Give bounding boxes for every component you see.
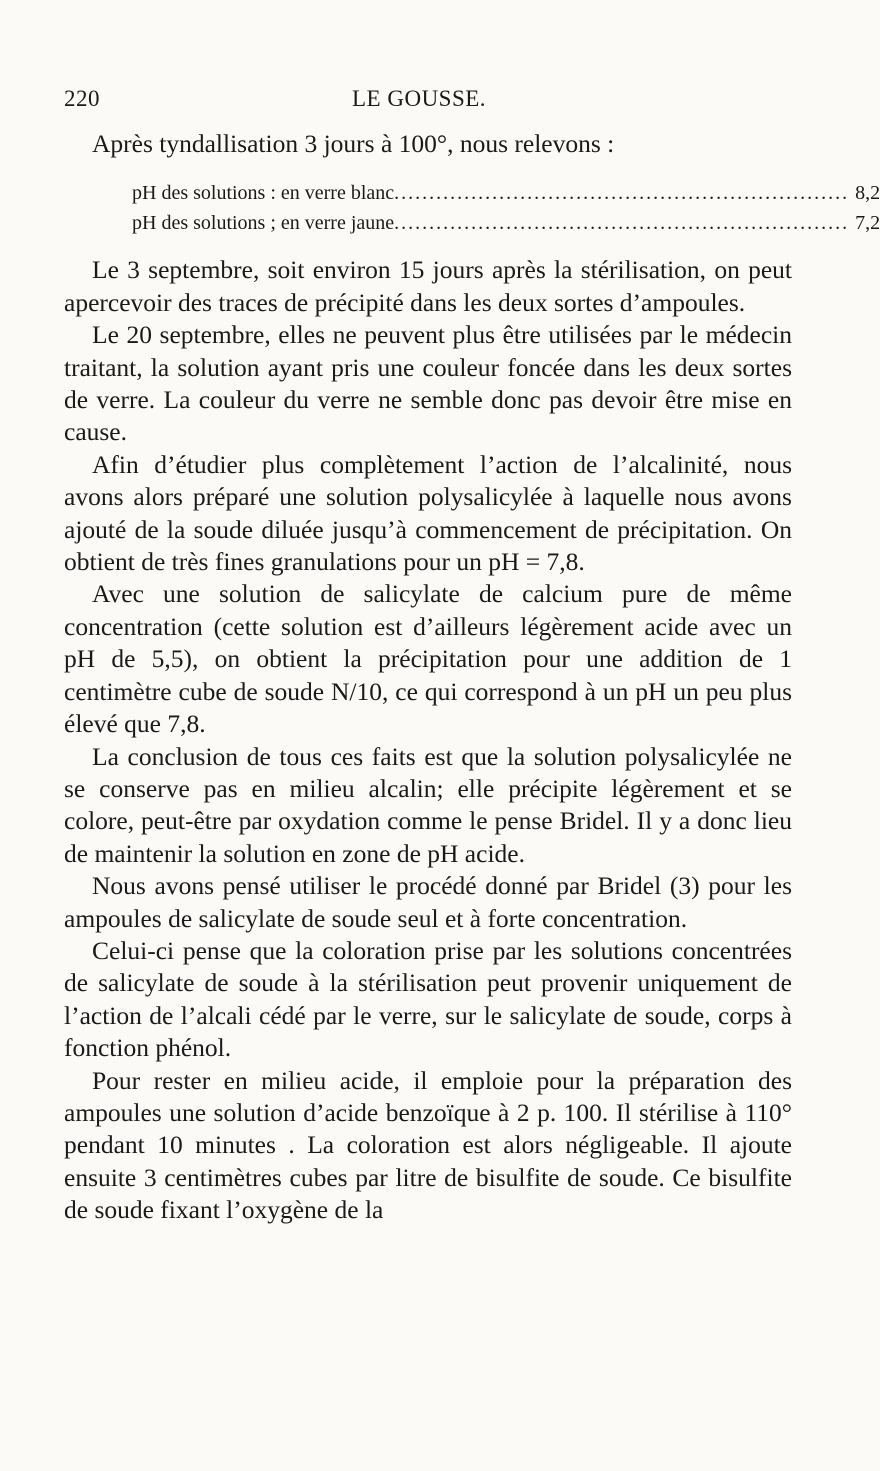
page-number: 220 (64, 86, 100, 111)
ph-row-label: pH des solutions ; en verre jaune (132, 212, 395, 235)
paragraph: Celui-ci pense que la coloration prise par les solutions concentrées de salicylate de soude à la stérilisation peut provenir uniquement de l’action de l’alcali cédé par le verre, sur le salicylate de soude, corps à fonction phénol. (64, 935, 792, 1063)
running-title: LE GOUSSE. (352, 86, 487, 111)
paragraph: Afin d’étudier plus complètement l’action de l’alcalinité, nous avons alors préparé une solution polysalicylée à laquelle nous avons ajouté de la soude diluée jusqu’à commencement de précipitation. On obtient de très fines granulations pour un pH = 7,8. (64, 449, 792, 577)
leader-dots: ................................................................. (394, 182, 850, 205)
page-header (64, 86, 764, 122)
paragraph: Avec une solution de salicylate de calcium pure de même concentration (cette solution est d’ailleurs légèrement acide avec un pH de 5,5), on obtient la précipitation pour une addition de 1 centimètre cube de soude N/10, ce qui correspond à un pH un peu plus élevé que 7,8. (64, 579, 792, 739)
paragraph: Le 20 septembre, elles ne peuvent plus être utilisées par le médecin traitant, la solution ayant pris une couleur foncée dans les deux sortes de verre. La couleur du verre ne semble donc pas devoir être mise en cause. (64, 320, 792, 447)
ph-row (132, 208, 880, 238)
body-text (64, 128, 880, 1227)
paragraph: Le 3 septembre, soit environ 15 jours après la stérilisation, on peut apercevoir des traces de précipité dans les deux sortes d’ampoules. (64, 255, 792, 317)
intro-line: Après tyndallisation 3 jours à 100°, nous relevons : (92, 129, 615, 158)
paragraph: La conclusion de tous ces faits est que la solution polysalicylée ne se conserve pas en milieu alcalin; elle précipite légèrement et se colore, peut-être par oxydation comme le pense Bridel. Il y a donc lieu de maintenir la solution en zone de pH acide. (64, 741, 792, 868)
ph-row-label: pH des solutions : en verre blanc (132, 182, 395, 205)
ph-table (132, 178, 880, 238)
leader-dots: ................................................................. (394, 212, 850, 235)
ph-row-value: 7,2 (855, 212, 880, 235)
ph-row-value: 8,2 (855, 182, 880, 205)
ph-row (132, 178, 880, 208)
paragraph: Pour rester en milieu acide, il emploie pour la préparation des ampoules une solution d’acide benzoïque à 2 p. 100. Il stérilise à 110° pendant 10 minutes . La coloration est alors négligeable. Il ajoute ensuite 3 centimètres cubes par litre de bisulfite de soude. Ce bisulfite de soude fixant l’oxygène de la (64, 1065, 792, 1225)
paragraph: Nous avons pensé utiliser le procédé donné par Bridel (3) pour les ampoules de salicylate de soude seul et à forte concentration. (64, 871, 792, 933)
